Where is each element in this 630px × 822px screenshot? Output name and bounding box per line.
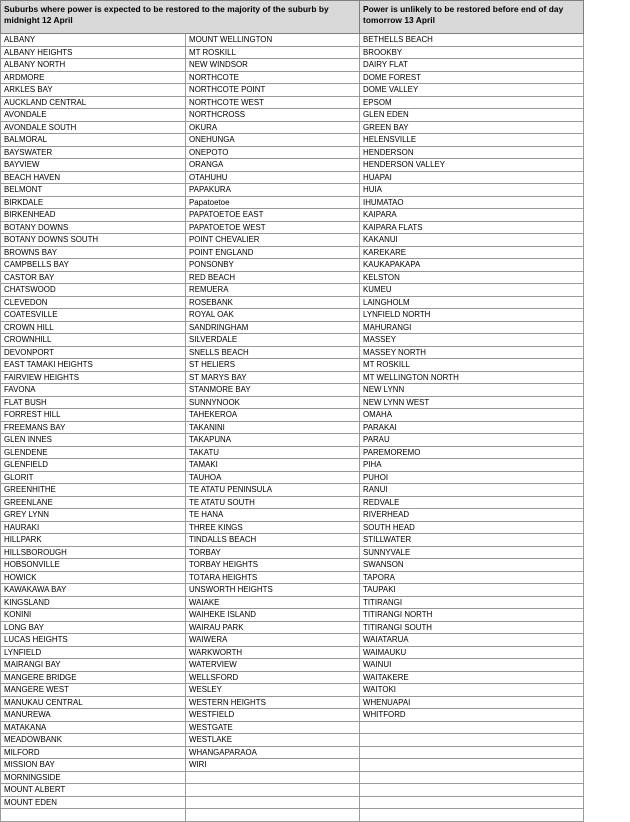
suburb-cell: DOME VALLEY	[360, 84, 584, 97]
suburb-cell: MT ROSKILL	[186, 46, 360, 59]
table-row	[1, 684, 584, 697]
suburb-cell: RANUI	[360, 484, 584, 497]
table-row	[1, 71, 584, 84]
table-row	[1, 459, 584, 472]
suburb-cell: KAIPARA	[360, 209, 584, 222]
suburb-cell: MOUNT EDEN	[1, 796, 186, 809]
suburb-cell: MATAKANA	[1, 721, 186, 734]
suburb-cell: MASSEY	[360, 334, 584, 347]
suburb-cell: ONEPOTO	[186, 146, 360, 159]
header-unlikely-restored-13-april: Power is unlikely to be restored before end of day tomorrow 13 April	[360, 1, 584, 34]
table-row	[1, 709, 584, 722]
suburb-cell: WHANGAPARAOA	[186, 746, 360, 759]
suburb-cell: NEW WINDSOR	[186, 59, 360, 72]
table-row	[1, 121, 584, 134]
suburb-cell: WHENUAPAI	[360, 696, 584, 709]
suburb-cell: PIHA	[360, 459, 584, 472]
suburb-cell: REDVALE	[360, 496, 584, 509]
suburb-cell: CAMPBELLS BAY	[1, 259, 186, 272]
suburb-cell: WELLSFORD	[186, 671, 360, 684]
suburb-cell: DOME FOREST	[360, 71, 584, 84]
suburb-cell: MANGERE BRIDGE	[1, 671, 186, 684]
suburb-cell: BALMORAL	[1, 134, 186, 147]
table-row	[1, 746, 584, 759]
suburb-cell: BIRKDALE	[1, 196, 186, 209]
suburb-cell: MORNINGSIDE	[1, 771, 186, 784]
table-row	[1, 434, 584, 447]
suburb-cell: MOUNT WELLINGTON	[186, 34, 360, 47]
suburb-cell: THREE KINGS	[186, 521, 360, 534]
suburb-cell: WAIAKE	[186, 596, 360, 609]
table-row	[1, 559, 584, 572]
suburb-cell: RIVERHEAD	[360, 509, 584, 522]
table-row	[1, 534, 584, 547]
suburb-cell: OKURA	[186, 121, 360, 134]
suburb-cell-empty	[186, 809, 360, 822]
suburb-cell: SILVERDALE	[186, 334, 360, 347]
suburb-cell: NEW LYNN	[360, 384, 584, 397]
suburb-cell: WAIATARUA	[360, 634, 584, 647]
suburb-cell: WHITFORD	[360, 709, 584, 722]
suburb-cell: HUAPAI	[360, 171, 584, 184]
suburb-cell: UNSWORTH HEIGHTS	[186, 584, 360, 597]
suburb-cell: BROWNS BAY	[1, 246, 186, 259]
table-row	[1, 209, 584, 222]
table-row	[1, 159, 584, 172]
table-row	[1, 309, 584, 322]
suburb-cell: NORTHCOTE WEST	[186, 96, 360, 109]
suburb-cell: GLENFIELD	[1, 459, 186, 472]
table-row	[1, 571, 584, 584]
suburb-cell: BOTANY DOWNS SOUTH	[1, 234, 186, 247]
suburb-cell: PAPATOETOE EAST	[186, 209, 360, 222]
suburb-cell: OTAHUHU	[186, 171, 360, 184]
suburb-cell: MANUREWA	[1, 709, 186, 722]
suburb-cell: NORTHCROSS	[186, 109, 360, 122]
table-row	[1, 259, 584, 272]
suburb-cell: MASSEY NORTH	[360, 346, 584, 359]
table-row	[1, 409, 584, 422]
suburb-cell: ROYAL OAK	[186, 309, 360, 322]
suburb-cell: HELENSVILLE	[360, 134, 584, 147]
suburb-cell: BETHELLS BEACH	[360, 34, 584, 47]
suburb-cell: WIRI	[186, 759, 360, 772]
table-row	[1, 384, 584, 397]
suburb-cell: KAUKAPAKAPA	[360, 259, 584, 272]
suburb-cell: ST HELIERS	[186, 359, 360, 372]
table-row	[1, 484, 584, 497]
suburb-cell: SNELLS BEACH	[186, 346, 360, 359]
suburb-cell: CLEVEDON	[1, 296, 186, 309]
suburb-cell: STILLWATER	[360, 534, 584, 547]
suburb-cell: KINGSLAND	[1, 596, 186, 609]
table-row	[1, 634, 584, 647]
table-row	[1, 596, 584, 609]
suburb-cell: GLENDENE	[1, 446, 186, 459]
table-row	[1, 321, 584, 334]
suburb-cell: TOTARA HEIGHTS	[186, 571, 360, 584]
suburb-cell: ROSEBANK	[186, 296, 360, 309]
suburb-cell: RED BEACH	[186, 271, 360, 284]
suburb-cell: GREENHITHE	[1, 484, 186, 497]
table-row	[1, 284, 584, 297]
suburb-cell: SUNNYVALE	[360, 546, 584, 559]
suburb-cell: BELMONT	[1, 184, 186, 197]
suburb-cell: HOBSONVILLE	[1, 559, 186, 572]
suburb-cell: GREEN BAY	[360, 121, 584, 134]
suburb-cell: AVONDALE	[1, 109, 186, 122]
suburb-cell: SANDRINGHAM	[186, 321, 360, 334]
table-row	[1, 196, 584, 209]
table-row	[1, 721, 584, 734]
suburb-cell: MT ROSKILL	[360, 359, 584, 372]
suburb-cell-empty	[186, 784, 360, 797]
table-row	[1, 696, 584, 709]
suburb-cell: ALBANY HEIGHTS	[1, 46, 186, 59]
suburb-cell: SUNNYNOOK	[186, 396, 360, 409]
suburb-cell: STANMORE BAY	[186, 384, 360, 397]
suburb-cell: ARKLES BAY	[1, 84, 186, 97]
suburb-cell: TAHEKEROA	[186, 409, 360, 422]
suburb-cell: NORTHCOTE	[186, 71, 360, 84]
table-row	[1, 659, 584, 672]
suburb-cell: MAHURANGI	[360, 321, 584, 334]
suburb-cell-empty	[1, 809, 186, 822]
suburb-cell-empty	[360, 809, 584, 822]
suburb-cell: WESTFIELD	[186, 709, 360, 722]
suburb-cell: OMAHA	[360, 409, 584, 422]
table-row	[1, 46, 584, 59]
table-body	[1, 34, 584, 822]
table-row	[1, 334, 584, 347]
suburb-cell: REMUERA	[186, 284, 360, 297]
suburb-cell: KAREKARE	[360, 246, 584, 259]
suburb-cell: BROOKBY	[360, 46, 584, 59]
table-row	[1, 371, 584, 384]
suburb-cell: LUCAS HEIGHTS	[1, 634, 186, 647]
suburb-cell: POINT CHEVALIER	[186, 234, 360, 247]
suburb-cell: WAITAKERE	[360, 671, 584, 684]
suburb-cell: TORBAY HEIGHTS	[186, 559, 360, 572]
suburb-cell: DAIRY FLAT	[360, 59, 584, 72]
suburb-cell: HOWICK	[1, 571, 186, 584]
suburb-cell: BAYVIEW	[1, 159, 186, 172]
table-header-row	[1, 1, 584, 34]
table-row	[1, 759, 584, 772]
suburb-cell: Papatoetoe	[186, 196, 360, 209]
table-row	[1, 621, 584, 634]
suburb-cell-empty	[360, 746, 584, 759]
suburb-cell: BOTANY DOWNS	[1, 221, 186, 234]
table-row	[1, 59, 584, 72]
table-row	[1, 171, 584, 184]
suburb-cell: GLORIT	[1, 471, 186, 484]
table-row	[1, 234, 584, 247]
suburb-cell: MAIRANGI BAY	[1, 659, 186, 672]
table-row	[1, 346, 584, 359]
suburb-cell: WARKWORTH	[186, 646, 360, 659]
suburb-cell: FLAT BUSH	[1, 396, 186, 409]
suburb-cell-empty	[360, 759, 584, 772]
table-row	[1, 584, 584, 597]
suburb-cell-empty	[360, 771, 584, 784]
table-row	[1, 471, 584, 484]
suburb-cell: TAMAKI	[186, 459, 360, 472]
suburb-cell-empty	[360, 734, 584, 747]
suburb-cell: GREENLANE	[1, 496, 186, 509]
table-row	[1, 809, 584, 822]
table-row	[1, 521, 584, 534]
suburb-cell: TORBAY	[186, 546, 360, 559]
suburb-cell: ARDMORE	[1, 71, 186, 84]
suburb-cell: IHUMATAO	[360, 196, 584, 209]
suburb-cell: ST MARYS BAY	[186, 371, 360, 384]
suburb-cell: MISSION BAY	[1, 759, 186, 772]
suburb-cell: DEVONPORT	[1, 346, 186, 359]
table-row	[1, 221, 584, 234]
suburb-cell: HENDERSON	[360, 146, 584, 159]
suburb-cell: TINDALLS BEACH	[186, 534, 360, 547]
suburb-cell: TAKAPUNA	[186, 434, 360, 447]
suburb-cell: ALBANY	[1, 34, 186, 47]
suburb-cell: FAIRVIEW HEIGHTS	[1, 371, 186, 384]
suburb-cell: TE HANA	[186, 509, 360, 522]
table-row	[1, 96, 584, 109]
suburb-cell: WAINUI	[360, 659, 584, 672]
suburb-cell: WATERVIEW	[186, 659, 360, 672]
table-row	[1, 34, 584, 47]
table-row	[1, 784, 584, 797]
suburb-cell: WESTLAKE	[186, 734, 360, 747]
suburb-cell: TAUHOA	[186, 471, 360, 484]
suburb-cell: KAIPARA FLATS	[360, 221, 584, 234]
suburb-cell: TAKATU	[186, 446, 360, 459]
suburb-cell: KAKANUI	[360, 234, 584, 247]
table-row	[1, 796, 584, 809]
suburb-cell-empty	[360, 784, 584, 797]
suburb-cell: NORTHCOTE POINT	[186, 84, 360, 97]
suburb-cell: GLEN INNES	[1, 434, 186, 447]
suburb-cell: BEACH HAVEN	[1, 171, 186, 184]
table-row	[1, 546, 584, 559]
suburb-cell: WAIRAU PARK	[186, 621, 360, 634]
suburb-cell-empty	[186, 796, 360, 809]
suburb-cell: ORANGA	[186, 159, 360, 172]
header-restored-by-midnight-12-april: Suburbs where power is expected to be restored to the majority of the suburb by midnight 12 April	[1, 1, 360, 34]
suburb-cell-empty	[360, 721, 584, 734]
table-row	[1, 646, 584, 659]
suburb-cell: TITIRANGI SOUTH	[360, 621, 584, 634]
suburb-cell: TITIRANGI	[360, 596, 584, 609]
table-row	[1, 296, 584, 309]
suburb-cell: WAIHEKE ISLAND	[186, 609, 360, 622]
table-row	[1, 421, 584, 434]
suburb-cell: FREEMANS BAY	[1, 421, 186, 434]
suburb-cell: TAPORA	[360, 571, 584, 584]
suburb-cell-empty	[186, 771, 360, 784]
suburb-cell-empty	[360, 796, 584, 809]
suburb-cell: TITIRANGI NORTH	[360, 609, 584, 622]
table-row	[1, 109, 584, 122]
suburb-cell: SWANSON	[360, 559, 584, 572]
suburb-cell: LAINGHOLM	[360, 296, 584, 309]
suburb-cell: POINT ENGLAND	[186, 246, 360, 259]
suburb-cell: PUHOI	[360, 471, 584, 484]
suburb-cell: SOUTH HEAD	[360, 521, 584, 534]
suburb-cell: GLEN EDEN	[360, 109, 584, 122]
suburb-cell: NEW LYNN WEST	[360, 396, 584, 409]
suburb-cell: PONSONBY	[186, 259, 360, 272]
table-row	[1, 184, 584, 197]
suburb-cell: CROWNHILL	[1, 334, 186, 347]
suburb-cell: PARAU	[360, 434, 584, 447]
suburb-cell: EPSOM	[360, 96, 584, 109]
table-row	[1, 134, 584, 147]
suburb-cell: WAIWERA	[186, 634, 360, 647]
table-row	[1, 496, 584, 509]
suburb-cell: LYNFIELD	[1, 646, 186, 659]
suburb-cell: ONEHUNGA	[186, 134, 360, 147]
suburb-cell: BAYSWATER	[1, 146, 186, 159]
table-row	[1, 84, 584, 97]
suburb-cell: CROWN HILL	[1, 321, 186, 334]
suburb-cell: LONG BAY	[1, 621, 186, 634]
suburb-cell: CASTOR BAY	[1, 271, 186, 284]
suburb-cell: WESTERN HEIGHTS	[186, 696, 360, 709]
suburb-cell: PARAKAI	[360, 421, 584, 434]
suburb-cell: TAUPAKI	[360, 584, 584, 597]
suburb-cell: LYNFIELD NORTH	[360, 309, 584, 322]
suburb-cell: TAKANINI	[186, 421, 360, 434]
table-row	[1, 446, 584, 459]
suburb-cell: MT WELLINGTON NORTH	[360, 371, 584, 384]
suburb-cell: GREY LYNN	[1, 509, 186, 522]
suburb-cell: AVONDALE SOUTH	[1, 121, 186, 134]
suburb-cell: MILFORD	[1, 746, 186, 759]
suburb-cell: BIRKENHEAD	[1, 209, 186, 222]
suburb-cell: AUCKLAND CENTRAL	[1, 96, 186, 109]
suburb-cell: FORREST HILL	[1, 409, 186, 422]
suburb-cell: MANUKAU CENTRAL	[1, 696, 186, 709]
suburb-cell: KAWAKAWA BAY	[1, 584, 186, 597]
suburb-cell: HILLSBOROUGH	[1, 546, 186, 559]
suburb-cell: PAREMOREMO	[360, 446, 584, 459]
suburb-cell: KELSTON	[360, 271, 584, 284]
suburb-cell: WESTGATE	[186, 721, 360, 734]
table-row	[1, 146, 584, 159]
table-row	[1, 246, 584, 259]
table-header	[1, 1, 584, 34]
suburb-cell: PAPAKURA	[186, 184, 360, 197]
table-row	[1, 734, 584, 747]
suburb-cell: TE ATATU PENINSULA	[186, 484, 360, 497]
suburb-cell: KONINI	[1, 609, 186, 622]
suburb-cell: HAURAKI	[1, 521, 186, 534]
suburb-cell: ALBANY NORTH	[1, 59, 186, 72]
suburb-cell: PAPATOETOE WEST	[186, 221, 360, 234]
suburb-cell: HILLPARK	[1, 534, 186, 547]
suburb-cell: HUIA	[360, 184, 584, 197]
suburb-cell: WAIMAUKU	[360, 646, 584, 659]
suburb-cell: MEADOWBANK	[1, 734, 186, 747]
table-row	[1, 671, 584, 684]
suburb-cell: TE ATATU SOUTH	[186, 496, 360, 509]
suburb-cell: KUMEU	[360, 284, 584, 297]
table-row	[1, 396, 584, 409]
table-row	[1, 609, 584, 622]
suburb-cell: MANGERE WEST	[1, 684, 186, 697]
suburb-cell: WAITOKI	[360, 684, 584, 697]
suburb-cell: COATESVILLE	[1, 309, 186, 322]
suburb-cell: EAST TAMAKI HEIGHTS	[1, 359, 186, 372]
table-row	[1, 271, 584, 284]
table-row	[1, 771, 584, 784]
suburb-cell: CHATSWOOD	[1, 284, 186, 297]
suburb-cell: MOUNT ALBERT	[1, 784, 186, 797]
suburb-cell: WESLEY	[186, 684, 360, 697]
suburb-cell: HENDERSON VALLEY	[360, 159, 584, 172]
table-row	[1, 509, 584, 522]
suburb-cell: FAVONA	[1, 384, 186, 397]
table-row	[1, 359, 584, 372]
